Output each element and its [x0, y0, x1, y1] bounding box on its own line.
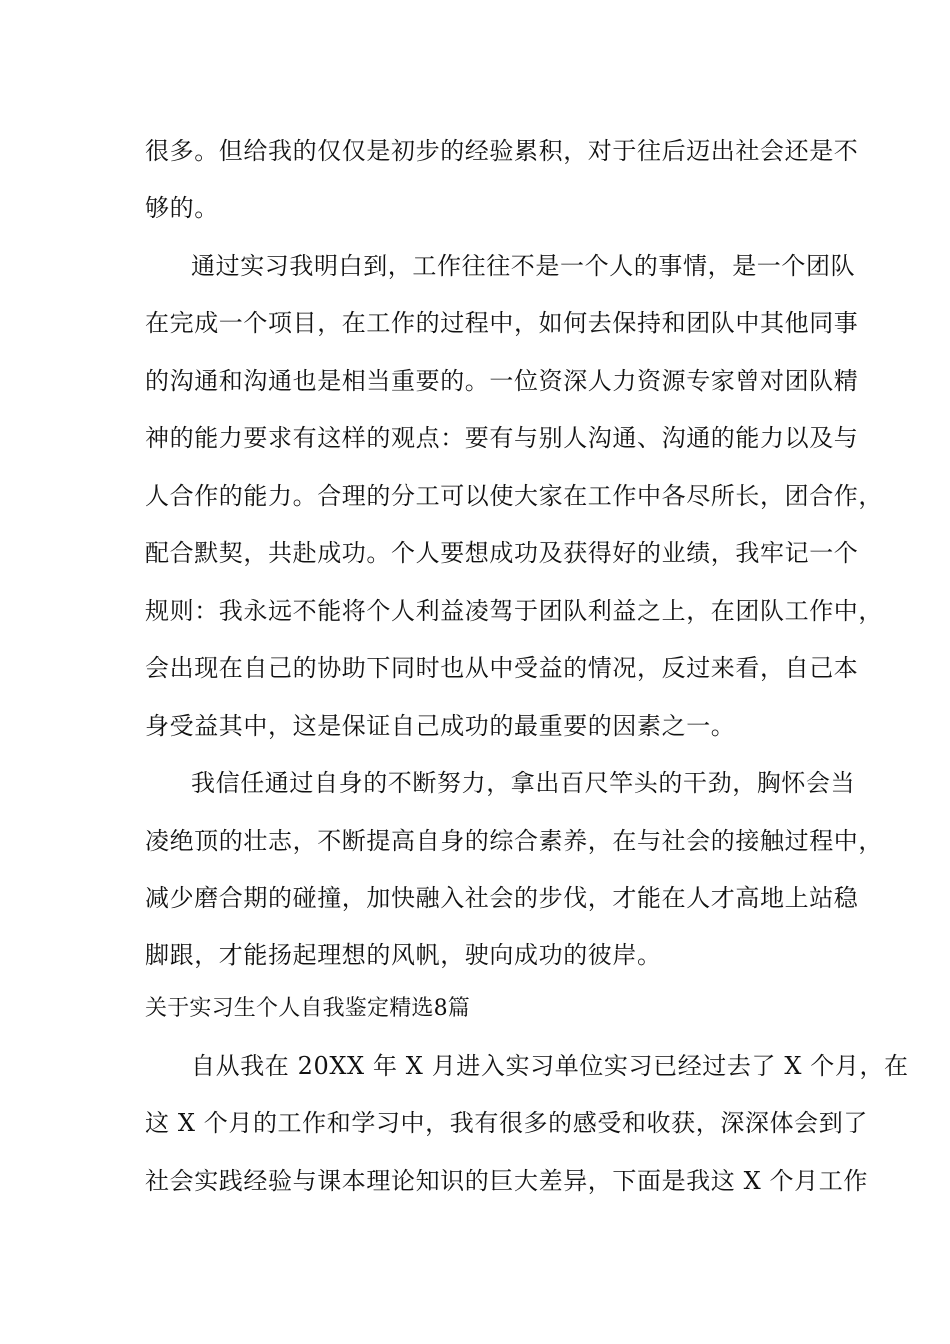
paragraph-1-line-1: 很多。但给我的仅仅是初步的经验累积，对于往后迈出社会还是不: [145, 137, 859, 165]
paragraph-2-line-9: 身受益其中，这是保证自己成功的最重要的因素之一。: [145, 712, 736, 740]
paragraph-2-line-8: 会出现在自己的协助下同时也从中受益的情况，反过来看，自己本: [145, 654, 859, 682]
paragraph-3-line-3: 减少磨合期的碰撞，加快融入社会的步伐，才能在人才高地上站稳: [145, 884, 859, 912]
paragraph-2-line-5: 人合作的能力。合理的分工可以使大家在工作中各尽所长，团合作，: [145, 482, 883, 510]
paragraph-1-line-2: 够的。: [145, 194, 219, 222]
section-heading: 关于实习生个人自我鉴定精选8篇: [145, 996, 470, 1021]
paragraph-2-line-2: 在完成一个项目，在工作的过程中，如何去保持和团队中其他同事: [145, 309, 859, 337]
paragraph-3-line-1: 我信任通过自身的不断努力，拿出百尺竿头的干劲，胸怀会当: [191, 769, 856, 797]
paragraph-3-line-2: 凌绝顶的壮志，不断提高自身的综合素养，在与社会的接触过程中，: [145, 827, 883, 855]
paragraph-2-line-3: 的沟通和沟通也是相当重要的。一位资深人力资源专家曾对团队精: [145, 367, 859, 395]
paragraph-2-line-1: 通过实习我明白到，工作往往不是一个人的事情，是一个团队: [191, 252, 856, 280]
paragraph-3-line-4: 脚跟，才能扬起理想的风帆，驶向成功的彼岸。: [145, 941, 662, 969]
final-paragraph-line-2: 这 X 个月的工作和学习中，我有很多的感受和收获，深深体会到了: [145, 1109, 868, 1137]
final-paragraph-line-3: 社会实践经验与课本理论知识的巨大差异，下面是我这 X 个月工作: [145, 1167, 868, 1195]
final-paragraph-line-1: 自从我在 20XX 年 X 月进入实习单位实习已经过去了 X 个月，在: [191, 1052, 909, 1080]
paragraph-2-line-4: 神的能力要求有这样的观点：要有与别人沟通、沟通的能力以及与: [145, 424, 859, 452]
paragraph-2-line-6: 配合默契，共赴成功。个人要想成功及获得好的业绩，我牢记一个: [145, 539, 859, 567]
paragraph-2-line-7: 规则：我永远不能将个人利益凌驾于团队利益之上，在团队工作中，: [145, 597, 883, 625]
